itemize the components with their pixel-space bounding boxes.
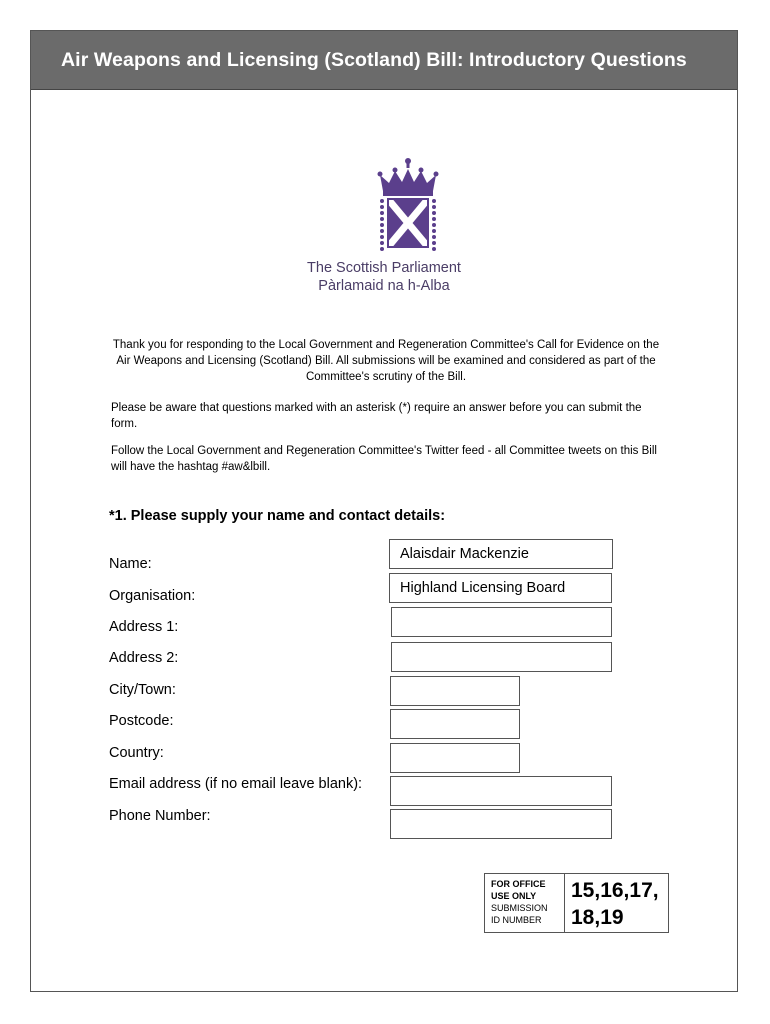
intro-text [111,337,661,486]
intro-paragraph-asterisk: Please be aware that questions marked with an asterisk (*) require an answer before you can submit the form. [111,402,642,430]
address1-label: Address 1: [109,619,179,635]
country-label: Country: [109,745,164,761]
office-use-line1: FOR OFFICE [491,879,546,889]
office-use-box [484,873,669,933]
submission-id-number [571,877,659,931]
page-header [31,31,737,90]
organisation-label: Organisation: [109,588,196,604]
intro-paragraph-thanks: Thank you for responding to the Local Government and Regeneration Committee's Call for Evidence on the Air Weapons and Licensing (Scotland) Bill. All submissions will be examined and considered as part of the Committee's scrutiny of the Bill. [112,339,660,383]
parliament-name-english: The Scottish Parliament [307,260,461,276]
office-box-divider [564,874,565,932]
city-field[interactable] [390,676,520,706]
submission-id-line2: ID NUMBER [491,915,542,925]
submission-id-line1: SUBMISSION [491,903,548,913]
form-page [30,30,738,992]
office-use-line2: USE ONLY [491,891,537,901]
page-title: Air Weapons and Licensing (Scotland) Bill: Introductory Questions [61,49,687,71]
phone-label: Phone Number: [109,808,211,824]
intro-paragraph-twitter: Follow the Local Government and Regeneration Committee's Twitter feed - all Committee tweets on this Bill will have the hashtag #aw&lbill. [111,445,657,473]
parliament-name [31,259,737,295]
country-field[interactable] [390,743,520,773]
address1-field[interactable] [391,607,612,637]
parliament-name-gaelic: Pàrlamaid na h-Alba [318,278,450,294]
postcode-field[interactable] [390,709,520,739]
organisation-field[interactable]: Highland Licensing Board [389,573,612,603]
email-label: Email address (if no email leave blank): [109,776,363,792]
name-field[interactable]: Alaisdair Mackenzie [389,539,613,569]
city-label: City/Town: [109,682,176,698]
office-use-label [491,878,548,926]
submission-id-number-line2: 18,19 [571,906,624,929]
address2-label: Address 2: [109,650,179,666]
postcode-label: Postcode: [109,713,174,729]
name-label: Name: [109,556,152,572]
submission-id-number-line1: 15,16,17, [571,879,659,902]
parliament-crest-logo [353,157,463,257]
email-field[interactable] [390,776,612,806]
question-1-title: *1. Please supply your name and contact details: [109,508,446,524]
phone-field[interactable] [390,809,612,839]
address2-field[interactable] [391,642,612,672]
